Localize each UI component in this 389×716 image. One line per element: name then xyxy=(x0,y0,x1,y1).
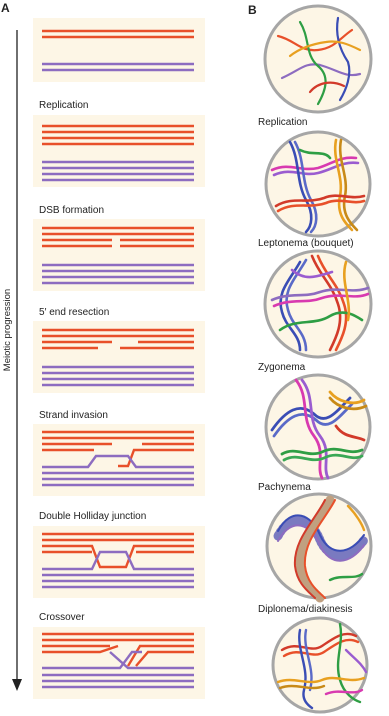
stage-3-background xyxy=(33,219,205,291)
panel-a-stage-7 xyxy=(33,627,205,699)
panel-b-label-replication: Replication xyxy=(258,117,308,128)
stage-label-end-resection: 5′ end resection xyxy=(39,307,110,318)
panel-b-nucleus-3 xyxy=(265,251,371,357)
panel-b-label-zygonema: Zygonema xyxy=(258,362,306,373)
panel-b-letter: B xyxy=(248,3,257,17)
panel-a-stage-2 xyxy=(33,115,205,187)
progression-arrowhead xyxy=(12,679,22,691)
progression-axis-label: Meiotic progression xyxy=(2,288,13,372)
panel-b-label-leptonema: Leptonema (bouquet) xyxy=(258,238,354,249)
panel-b-nucleus-2 xyxy=(266,132,370,236)
stage-label-crossover: Crossover xyxy=(39,612,85,623)
panel-a-stage-6 xyxy=(33,526,205,598)
stage-label-dsb-formation: DSB formation xyxy=(39,205,105,216)
panel-a-stage-3 xyxy=(33,219,205,291)
stage-1-background xyxy=(33,18,205,82)
stage-label-strand-invasion: Strand invasion xyxy=(39,410,108,421)
panel-a-letter: A xyxy=(1,1,10,15)
stage-label-replication: Replication xyxy=(39,100,89,111)
panel-b-label-pachynema: Pachynema xyxy=(258,482,311,493)
panel-b-nucleus-4 xyxy=(266,375,370,479)
nucleus-circle xyxy=(266,132,370,236)
stage-4-background xyxy=(33,321,205,393)
panel-a-stage-1 xyxy=(33,18,205,82)
panel-b-label-diplonema: Diplonema/diakinesis xyxy=(258,604,353,615)
panel-b-nucleus-6 xyxy=(273,618,367,712)
panel-a-stage-5 xyxy=(33,424,205,496)
nucleus-circle xyxy=(265,6,371,112)
panel-b-nucleus-1 xyxy=(265,6,371,112)
panel-a-stage-4 xyxy=(33,321,205,393)
stage-label-double-holliday-junction: Double Holliday junction xyxy=(39,511,147,522)
panel-b-nucleus-5 xyxy=(267,494,371,598)
